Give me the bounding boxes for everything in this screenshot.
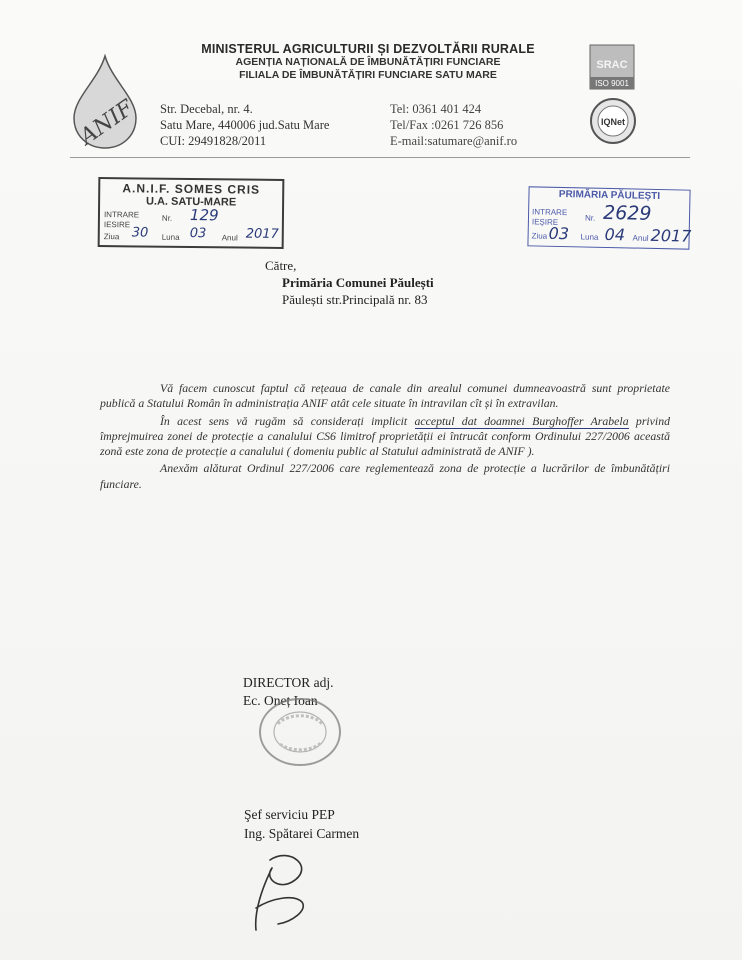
address-street: Str. Decebal, nr. 4. <box>160 102 253 116</box>
address-city: Satu Mare, 440006 jud.Satu Mare <box>160 118 330 132</box>
stamp-right-iesire: IEȘIRE <box>531 217 559 227</box>
stamp-right-nr-value: 2629 <box>602 201 652 225</box>
ministry-header <box>158 42 578 82</box>
stamp-right-nr-label: Nr. <box>584 213 596 223</box>
recipient-to-label: Către, <box>265 258 297 273</box>
stamp-right-luna-label: Luna <box>580 232 599 242</box>
recipient-block <box>265 257 434 308</box>
ministry-name: MINISTERUL AGRICULTURII ȘI DEZVOLTĂRII RURALE <box>201 42 535 56</box>
stamp-right-anul-value: 2017 <box>650 225 692 246</box>
contact-tel: Tel: 0361 401 424 <box>390 102 482 116</box>
agency-name: AGENȚIA NAȚIONALĂ DE ÎMBUNĂTĂȚIRI FUNCIARE <box>235 56 501 68</box>
stamp-left-luna-label: Luna <box>161 232 180 242</box>
director-name: Ec. Oneț Ioan <box>243 693 318 708</box>
stamp-left-luna-value: 03 <box>189 225 207 242</box>
address-block <box>160 101 329 149</box>
sef-name: Ing. Spătarei Carmen <box>244 826 360 841</box>
stamp-left-ziua-value: 30 <box>131 225 149 241</box>
stamp-left-intrare: INTRARE <box>103 210 140 220</box>
recipient-address: Păulești str.Principală nr. 83 <box>282 292 428 307</box>
round-seal-stamp <box>256 694 352 768</box>
contact-email: E-mail:satumare@anif.ro <box>390 134 518 148</box>
iqnet-logo <box>588 96 638 146</box>
srac-iso-logo <box>589 44 635 90</box>
stamp-right-title: PRIMĂRIA PĂULEȘTI <box>558 188 661 203</box>
branch-name: FILIALA DE ÎMBUNĂTĂȚIRI FUNCIARE SATU MARE <box>239 69 497 81</box>
sef-title: Şef serviciu PEP <box>244 807 335 822</box>
logo-lettering: ANIF <box>75 95 139 150</box>
svg-text:IQNet: IQNet <box>600 117 626 127</box>
stamp-left-subtitle: U.A. SATU-MARE <box>145 195 237 209</box>
body-paragraph-2 <box>100 414 670 460</box>
body-paragraph-2-underlined: acceptul dat doamnei Burghoffer Arabela <box>414 413 629 428</box>
recipient-name: Primăria Comunei Păulești <box>282 275 434 290</box>
contact-block <box>390 101 517 149</box>
address-cui: CUI: 29491828/2011 <box>160 134 267 148</box>
stamp-left-iesire: IESIRE <box>103 220 131 230</box>
body-paragraph-2-end: privind împrejmuirea zonei de protecție a canalului CS6 limitrof proprietății ei întrucât conform Ordinului 227/2006 această zonă este zona de protecție a canalului ( domeniu public al Statului administrată de ANIF ). <box>100 413 670 459</box>
director-title: DIRECTOR adj. <box>243 675 334 690</box>
stamp-right-ziua-value: 03 <box>548 223 570 244</box>
svg-text:ISO 9001: ISO 9001 <box>595 79 629 88</box>
stamp-left-nr-label: Nr. <box>161 213 173 223</box>
primarie-registration-stamp <box>527 186 690 249</box>
stamp-right-intrare: INTRARE <box>532 207 568 218</box>
anif-logo <box>68 54 142 150</box>
svg-text:SRAC: SRAC <box>596 59 628 71</box>
contact-telfax: Tel/Fax :0261 726 856 <box>390 118 504 132</box>
body-paragraph-3: Anexăm alăturat Ordinul 227/2006 care reglementează zona de protecție a lucrărilor de îmbunătățiri funciare. <box>100 461 670 491</box>
stamp-left-anul-value: 2017 <box>245 226 279 242</box>
body-paragraph-1: Vă facem cunoscut faptul că rețeaua de canale din arealul comunei dumneavoastră sunt proprietate publică a Statului Român în administrația ANIF atât cele situate în intravilan cît și în extravilan. <box>100 381 670 411</box>
stamp-left-anul-label: Anul <box>221 233 238 243</box>
stamp-right-luna-value: 04 <box>604 224 626 245</box>
body-paragraph-2-start: În acest sens vă rugăm să considerați implicit <box>160 413 415 428</box>
stamp-right-anul-label: Anul <box>632 233 649 243</box>
header-divider <box>70 157 690 158</box>
stamp-left-nr-value: 129 <box>189 205 219 225</box>
handwritten-signature <box>232 838 332 938</box>
stamp-left-ziua-label: Ziua <box>103 232 120 242</box>
stamp-right-ziua-label: Ziua <box>531 231 548 241</box>
anif-registration-stamp <box>98 177 285 249</box>
letter-body <box>100 381 670 492</box>
stamp-left-title: A.N.I.F. SOMES CRIS <box>122 181 261 197</box>
